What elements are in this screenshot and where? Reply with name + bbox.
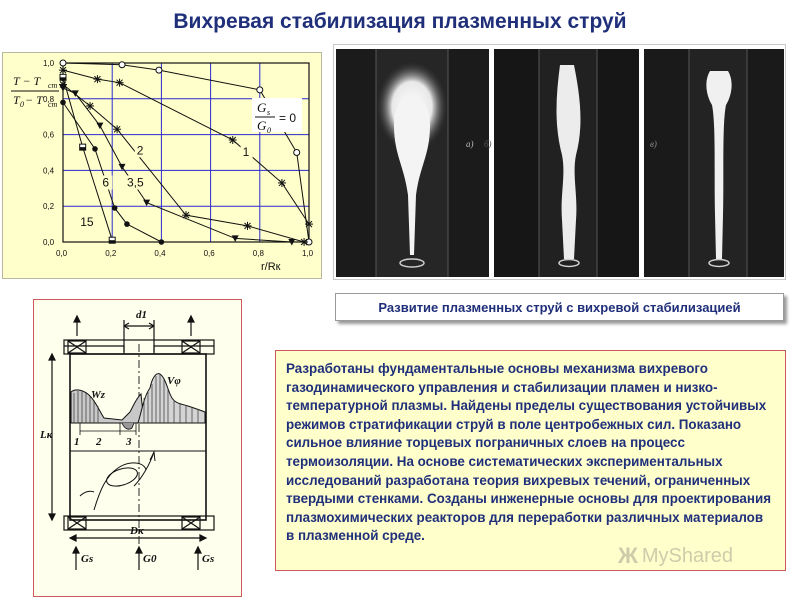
data-point-triangle-down <box>119 164 126 171</box>
data-point-circle-filled <box>124 221 130 227</box>
series-label: 15 <box>80 214 94 229</box>
jet-photo-1 <box>336 49 489 277</box>
svg-text:0: 0 <box>20 100 24 109</box>
gs-left-label: Gs <box>81 553 94 565</box>
x-tick-label: 0,6 <box>203 249 215 258</box>
photo-strip <box>334 45 787 281</box>
zone-3-label: 3 <box>126 436 132 448</box>
data-point-circle-filled <box>60 100 66 106</box>
data-point-triangle-down <box>96 123 103 129</box>
y-tick-label: 0,8 <box>43 94 55 104</box>
y-tick-label: 0,4 <box>43 166 55 176</box>
dk-label: Dк <box>130 525 144 537</box>
data-point-circle-open <box>119 62 125 68</box>
svg-text:G: G <box>257 118 267 133</box>
x-tick-label: 0,2 <box>105 249 117 258</box>
data-point-circle-open <box>294 150 300 156</box>
vortex-chamber-diagram <box>33 299 242 597</box>
data-point-circle-filled <box>112 205 118 211</box>
data-point-star <box>86 102 94 110</box>
zone-1-label: 1 <box>74 436 80 448</box>
data-point-star <box>244 222 252 230</box>
svg-text:б): б) <box>484 139 492 149</box>
y-tick-label: 0,2 <box>43 202 55 212</box>
diagram-canvas <box>34 300 243 598</box>
lk-label: Lк <box>40 429 53 441</box>
data-point-star <box>278 179 286 187</box>
data-point-star <box>300 238 308 246</box>
axial-velocity-profile <box>71 390 144 429</box>
vortex-flow-lines <box>80 452 155 510</box>
wz-label: Wz <box>91 389 106 401</box>
x-axis-label: r/Rк <box>261 261 281 273</box>
svg-text:T: T <box>13 93 20 107</box>
chart-canvas <box>3 53 323 280</box>
data-point-star <box>59 66 67 74</box>
data-point-star <box>116 79 124 87</box>
y-axis-label <box>11 74 59 109</box>
gs-right-label: Gs <box>202 553 215 565</box>
data-point-square-half-fill <box>80 147 86 150</box>
zone-2-label: 2 <box>96 436 102 448</box>
watermark <box>618 539 768 573</box>
svg-text:0: 0 <box>267 126 271 135</box>
d1-label: d1 <box>136 309 147 321</box>
x-tick-label: 0,0 <box>56 249 68 258</box>
data-point-star <box>93 75 101 83</box>
plasma-jet-photos <box>333 44 786 280</box>
data-point-triangle-down <box>143 200 150 207</box>
y-tick-label: 0,0 <box>43 238 55 247</box>
y-tick-label: 1,0 <box>43 59 55 68</box>
data-point-square-half-fill <box>60 77 66 80</box>
svg-text:T − T: T − T <box>13 74 41 88</box>
series-label: 1 <box>242 145 250 160</box>
data-point-circle-filled <box>92 146 98 152</box>
series-label: 6 <box>102 175 110 190</box>
data-point-star <box>305 220 313 228</box>
jet-photo-2 <box>484 49 639 277</box>
slide-title: Вихревая стабилизация плазменных струй <box>173 10 627 33</box>
data-point-star <box>182 211 190 219</box>
svg-text:а): а) <box>466 139 474 149</box>
svg-text:ст: ст <box>48 81 58 90</box>
x-tick-label: 0,4 <box>154 249 166 258</box>
series-label: 2 <box>136 143 144 158</box>
data-point-circle-open <box>60 60 66 66</box>
summary-text: Разработаны фундаментальные основы механизма вихревого газодинамического управления и стабилизации пламен и низко-температурной плазмы. Найдены пределы существования устойчивых режимов стратификации струй в поле центробежных сил. Показано сильное влияние торцевых пограничных слоев на процесс термоизоляции. На основе систематических экспериментальных исследований разработана теория вихревых течений, ограниченных твердыми стенками. Созданы инженерные основы для проектирования плазмохимических реакторов для переработки различных материалов в плазменной среде. <box>275 350 786 571</box>
data-point-circle-filled <box>159 239 165 245</box>
y-tick-label: 0,6 <box>43 130 55 140</box>
temperature-profile-chart <box>2 52 322 279</box>
vphi-label: Vφ <box>167 375 181 387</box>
photo-caption: Развитие плазменных струй с вихревой стабилизацией <box>335 293 784 321</box>
data-point-star <box>113 125 121 133</box>
watermark-text: MyShared <box>641 544 734 567</box>
ratio-annotation <box>252 98 302 135</box>
svg-text:в): в) <box>650 139 657 149</box>
x-tick-label: 0,8 <box>252 249 264 258</box>
jet-photo-3 <box>644 49 784 277</box>
svg-text:− T: − T <box>25 93 43 107</box>
svg-text:G: G <box>257 100 267 115</box>
data-point-triangle-down <box>60 85 67 92</box>
chart-ticks <box>43 59 314 258</box>
series-label: 3,5 <box>126 175 144 190</box>
watermark-logo-icon: Ж <box>618 543 638 568</box>
g0-label: G0 <box>143 553 157 565</box>
svg-text:= 0: = 0 <box>279 111 297 125</box>
svg-text:s: s <box>267 108 271 117</box>
data-point-circle-open <box>156 67 162 73</box>
data-point-circle-open <box>257 87 263 93</box>
x-tick-label: 1,0 <box>302 249 314 258</box>
svg-text:ст: ст <box>48 100 58 109</box>
data-point-square-half-fill <box>109 240 115 243</box>
data-point-star <box>229 136 237 144</box>
